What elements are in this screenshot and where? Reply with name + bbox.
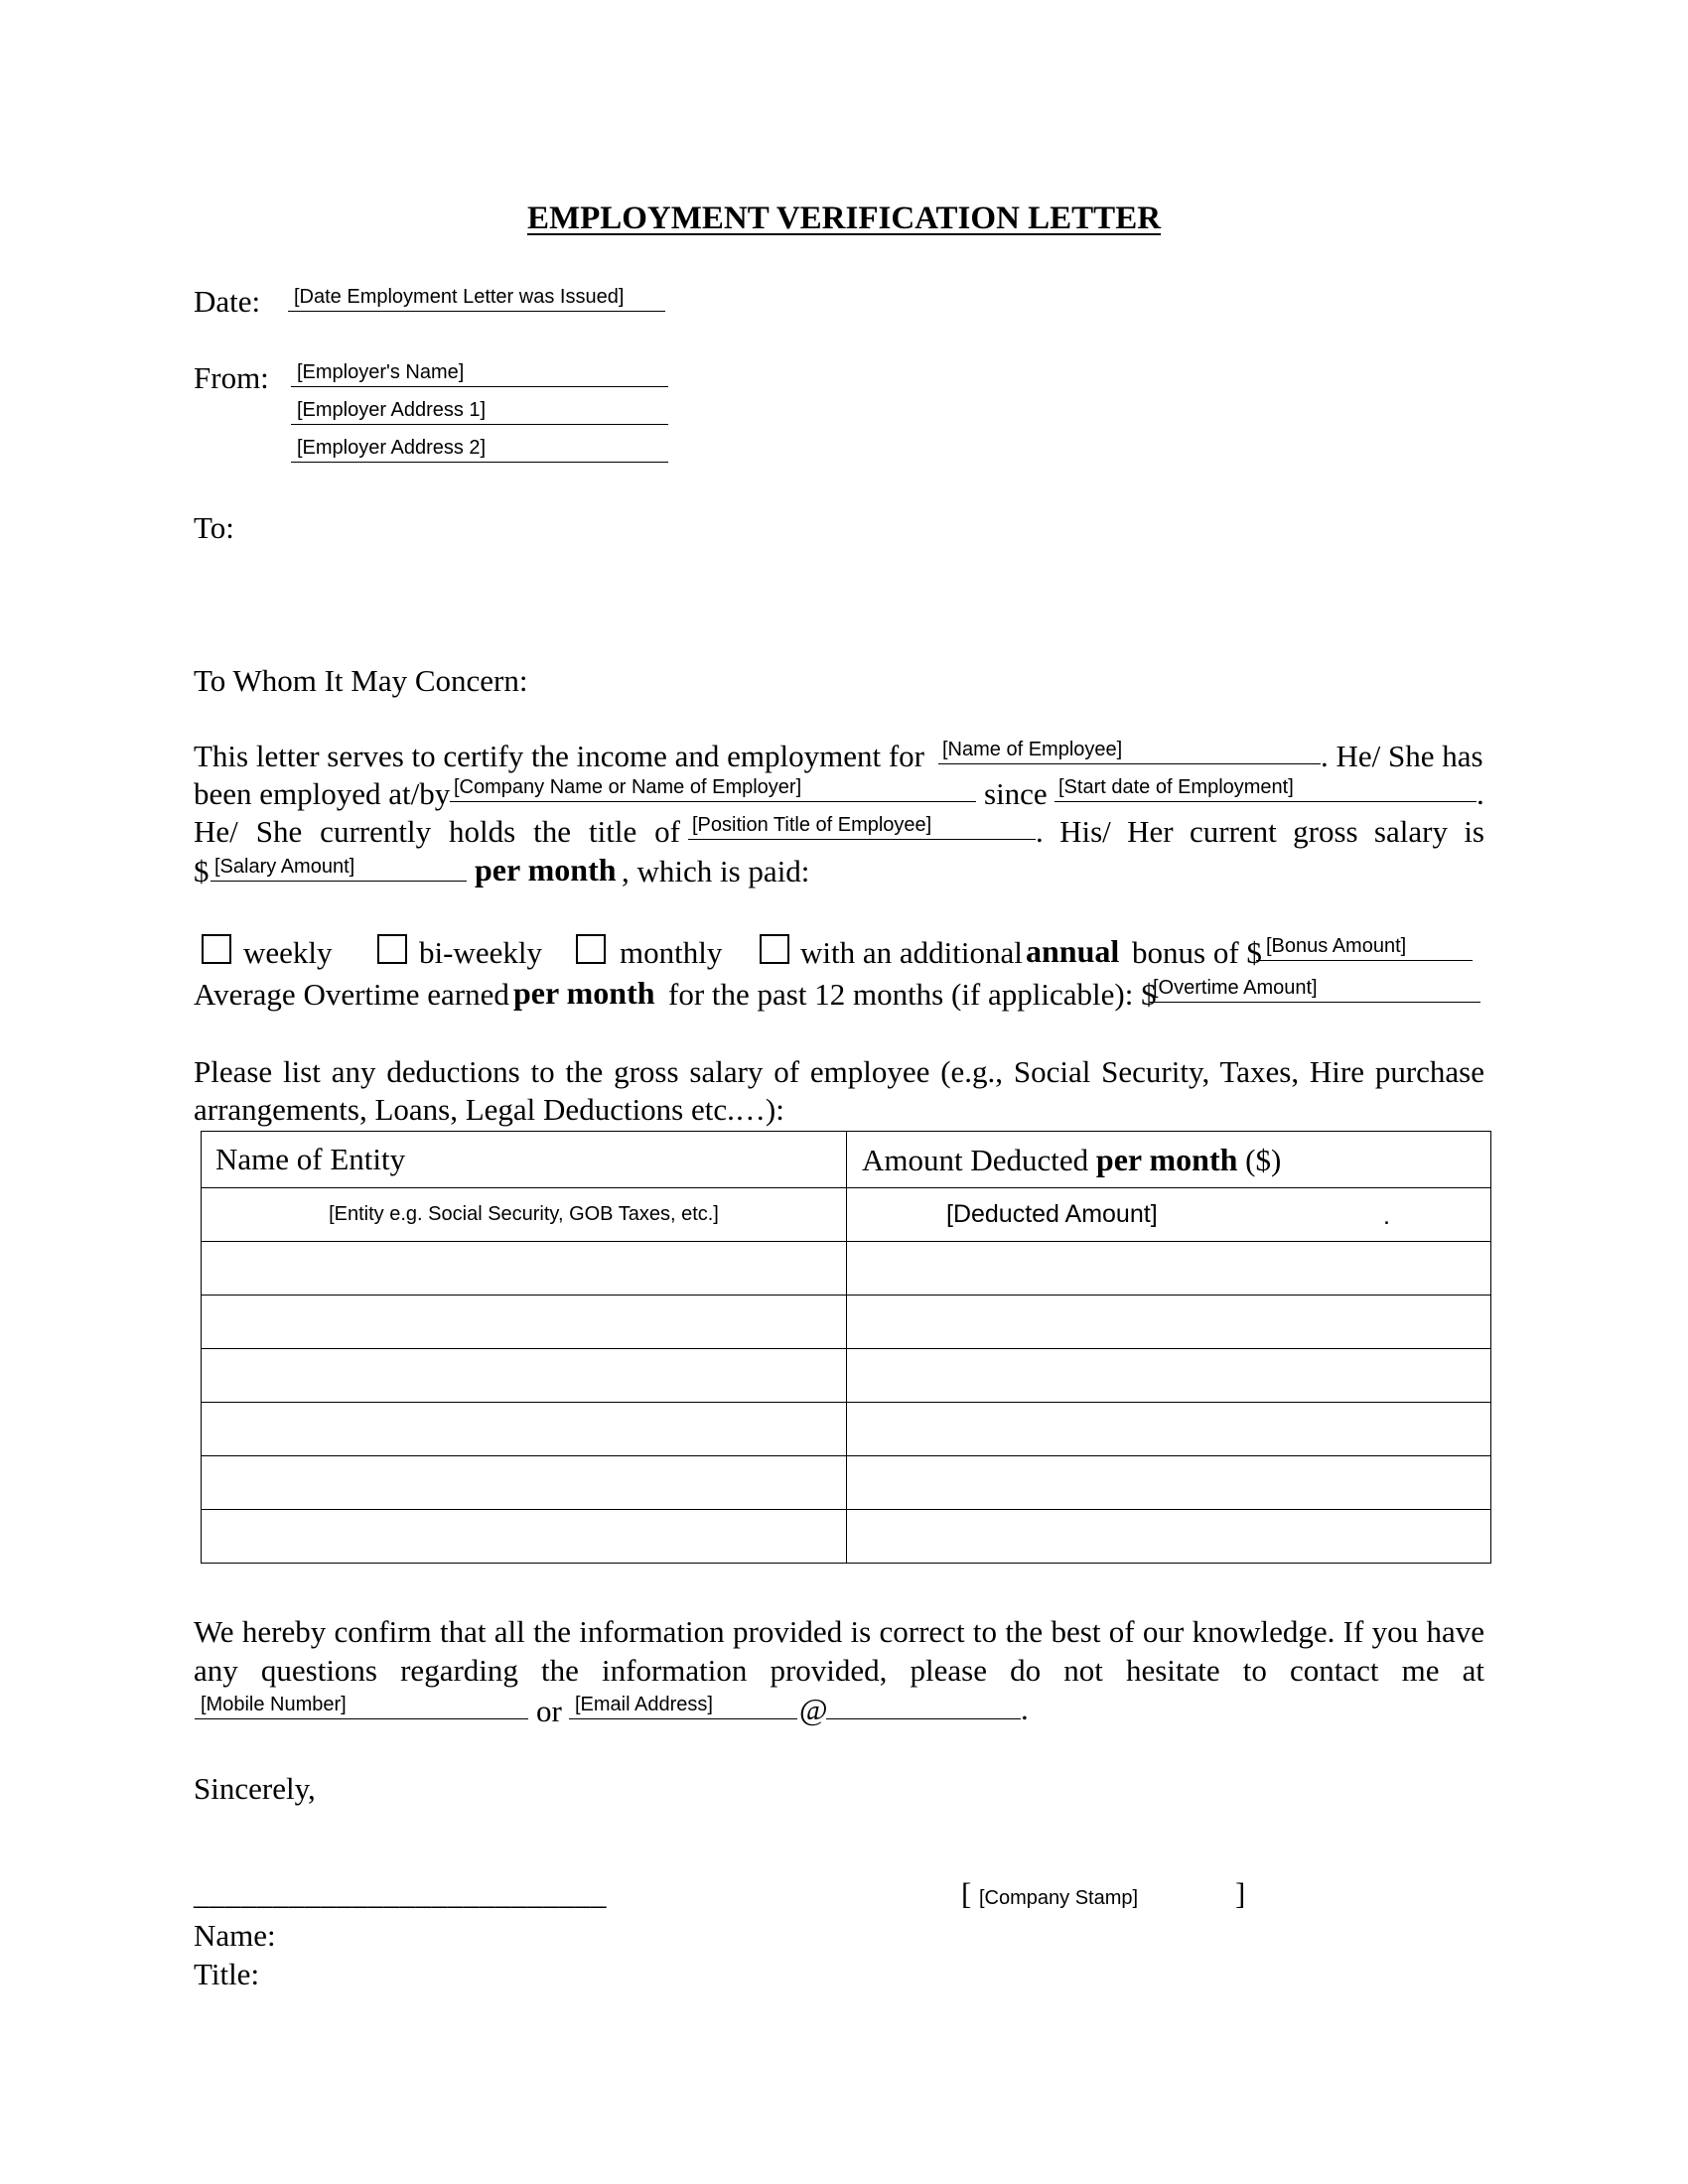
employer-name-placeholder: [Employer's Name] <box>297 361 465 383</box>
deductions-line1-inner: Please list any deductions to the gross salary of employee (e.g., Social Security, Taxes, Hire purchase <box>194 1054 1484 1089</box>
confirm-line1 <box>194 1616 1484 1647</box>
employer-address1-placeholder: [Employer Address 1] <box>297 399 487 421</box>
sincerely: Sincerely, <box>194 1771 316 1806</box>
amount-dot: . <box>1383 1202 1390 1230</box>
employer-name-field[interactable] <box>291 359 668 387</box>
table-row <box>202 1510 1491 1564</box>
monthly-checkbox[interactable] <box>576 934 606 964</box>
overtime-text-1: Average Overtime earned <box>194 977 509 1012</box>
entity-cell[interactable] <box>202 1349 847 1403</box>
header-amount-unit: ($) <box>1245 1142 1282 1177</box>
table-row <box>202 1296 1491 1349</box>
signature-line: __________________________ <box>194 1876 607 1911</box>
monthly-label: monthly <box>620 935 723 970</box>
bonus-placeholder: [Bonus Amount] <box>1266 935 1407 957</box>
entity-cell[interactable] <box>202 1242 847 1296</box>
date-field[interactable] <box>288 284 665 312</box>
header-entity <box>202 1132 847 1188</box>
annual-bonus-checkbox[interactable] <box>760 934 789 964</box>
bonus-field[interactable] <box>1256 933 1473 961</box>
entity-cell[interactable] <box>202 1456 847 1510</box>
confirm-end: . <box>1021 1692 1029 1726</box>
name-label: Name: <box>194 1918 276 1953</box>
overtime-placeholder: [Overtime Amount] <box>1153 977 1318 999</box>
overtime-text-2: for the past 12 months (if applicable): $ <box>668 977 1157 1012</box>
table-row <box>202 1456 1491 1510</box>
table-row <box>202 1403 1491 1456</box>
amount-cell[interactable] <box>847 1349 1491 1403</box>
annual-bold: annual <box>1026 933 1120 969</box>
header-entity-label: Name of Entity <box>215 1142 406 1176</box>
para1-text-6-inner: He/ She currently holds the title of <box>194 814 680 849</box>
biweekly-label: bi-weekly <box>419 935 542 970</box>
table-header-row <box>202 1132 1491 1188</box>
amount-cell[interactable] <box>847 1242 1491 1296</box>
header-amount-bold: per month <box>1095 1141 1238 1177</box>
para1-text-3: been employed at/by <box>194 776 451 811</box>
para1-text-5: . <box>1477 776 1484 811</box>
confirm-line1-inner: We hereby confirm that all the information provided is correct to the best of our knowledge. If you have <box>194 1614 1484 1649</box>
date-placeholder: [Date Employment Letter was Issued] <box>294 286 625 308</box>
overtime-per-month-bold: per month <box>513 975 655 1011</box>
bonus-of-text: bonus of $ <box>1132 935 1262 970</box>
entity-cell[interactable] <box>202 1296 847 1349</box>
company-name-placeholder: [Company Name or Name of Employer] <box>454 776 802 798</box>
table-row <box>202 1188 1491 1242</box>
start-date-field[interactable] <box>1055 774 1477 802</box>
amount-cell[interactable] <box>847 1188 1491 1242</box>
mobile-placeholder: [Mobile Number] <box>201 1694 347 1715</box>
employee-name-placeholder: [Name of Employee] <box>942 739 1123 760</box>
amount-cell[interactable] <box>847 1403 1491 1456</box>
entity-placeholder: [Entity e.g. Social Security, GOB Taxes, etc.] <box>329 1203 719 1225</box>
or-text: or <box>536 1694 562 1728</box>
weekly-label: weekly <box>243 935 333 970</box>
mobile-field[interactable] <box>195 1692 528 1719</box>
header-amount-label: Amount Deducted <box>862 1142 1089 1177</box>
header-amount <box>847 1132 1491 1188</box>
email-user-field[interactable] <box>569 1692 797 1719</box>
amount-cell[interactable] <box>847 1456 1491 1510</box>
email-placeholder: [Email Address] <box>575 1694 713 1715</box>
confirm-line2-inner: any questions regarding the information provided, please do not hesitate to contact me at <box>194 1653 1484 1688</box>
para1-text-6 <box>194 816 680 847</box>
document-title: EMPLOYMENT VERIFICATION LETTER <box>526 201 1162 236</box>
salutation: To Whom It May Concern: <box>194 663 528 698</box>
entity-cell[interactable] <box>202 1403 847 1456</box>
para1-text-2: . He/ She has <box>1321 739 1483 773</box>
email-domain-field[interactable] <box>826 1692 1021 1719</box>
start-date-placeholder: [Start date of Employment] <box>1058 776 1294 798</box>
company-name-field[interactable] <box>450 774 976 802</box>
confirm-line2 <box>194 1655 1484 1686</box>
per-month-bold: per month <box>475 852 617 887</box>
at-sign: @ <box>799 1692 828 1726</box>
overtime-field[interactable] <box>1149 975 1480 1003</box>
title-label: Title: <box>194 1957 260 1991</box>
amount-cell[interactable] <box>847 1296 1491 1349</box>
deductions-line2: arrangements, Loans, Legal Deductions etc.…): <box>194 1092 784 1127</box>
deductions-table <box>201 1131 1491 1564</box>
employer-address1-field[interactable] <box>291 397 668 425</box>
position-title-field[interactable] <box>688 812 1036 840</box>
amount-placeholder: [Deducted Amount] <box>946 1200 1158 1228</box>
salary-placeholder: [Salary Amount] <box>214 856 355 878</box>
entity-cell[interactable] <box>202 1188 847 1242</box>
deductions-line1 <box>194 1056 1484 1087</box>
stamp-bracket-close: ] <box>1235 1876 1246 1911</box>
para1-text-1: This letter serves to certify the income and employment for <box>194 739 925 773</box>
para1-text-7-inner: . His/ Her current gross salary is <box>1036 814 1484 849</box>
position-title-placeholder: [Position Title of Employee] <box>692 814 932 836</box>
amount-cell[interactable] <box>847 1510 1491 1564</box>
to-label: To: <box>194 510 234 545</box>
with-additional-text: with an additional <box>800 935 1023 970</box>
date-label: Date: <box>194 284 261 319</box>
employer-address2-field[interactable] <box>291 435 668 463</box>
company-stamp-placeholder: [Company Stamp] <box>979 1887 1139 1909</box>
stamp-bracket-open: [ <box>961 1876 972 1911</box>
entity-cell[interactable] <box>202 1510 847 1564</box>
para1-text-8: $ <box>194 854 210 888</box>
from-label: From: <box>194 360 269 395</box>
para1-text-7 <box>1036 816 1484 847</box>
weekly-checkbox[interactable] <box>202 934 231 964</box>
para1-text-4: since <box>984 776 1048 811</box>
table-row <box>202 1349 1491 1403</box>
employee-name-field[interactable] <box>938 737 1321 764</box>
para1-text-10: , which is paid: <box>622 854 810 888</box>
table-row <box>202 1242 1491 1296</box>
employer-address2-placeholder: [Employer Address 2] <box>297 437 487 459</box>
salary-field[interactable] <box>211 854 467 882</box>
biweekly-checkbox[interactable] <box>377 934 407 964</box>
